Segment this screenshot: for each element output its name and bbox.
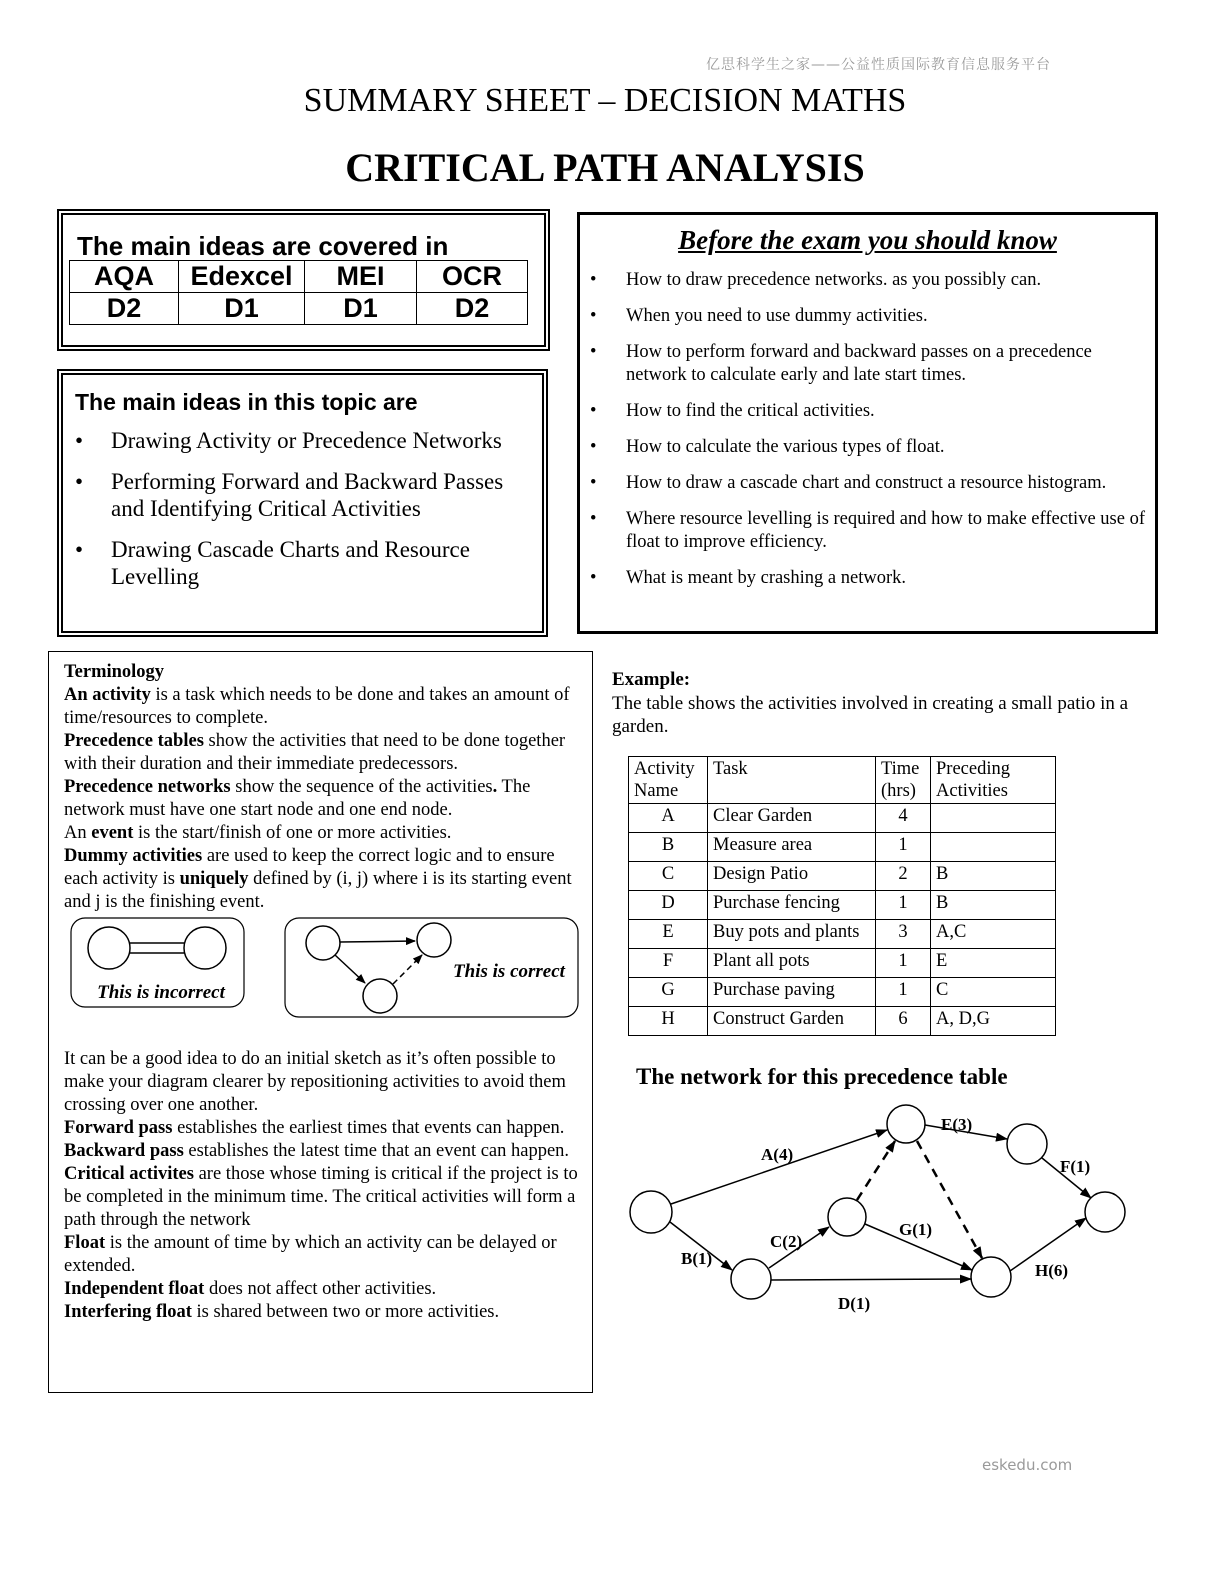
exam-knowledge-heading: Before the exam you should know <box>678 225 1057 255</box>
main-idea-item: • Drawing Cascade Charts and Resource Levelling <box>75 536 541 590</box>
definition-interfering-float: is shared between two or more activities. <box>191 1302 500 1322</box>
term-forward-pass: Forward pass <box>64 1118 173 1138</box>
cell-prec: C <box>931 978 1056 1007</box>
cell-name: D <box>629 891 708 920</box>
incorrect-label: This is incorrect <box>97 982 225 1003</box>
cell-prec: E <box>931 949 1056 978</box>
definition-precedence-networks: show the sequence of the activities <box>230 777 493 797</box>
term-event: event <box>91 823 134 843</box>
edge-label-a: A(4) <box>761 1145 794 1164</box>
cell-name: A <box>629 804 708 833</box>
term-precedence-tables: Precedence tables <box>64 731 204 751</box>
cell-time: 1 <box>876 978 931 1007</box>
cell-task: Plant all pots <box>708 949 876 978</box>
knowledge-item: • How to find the critical activities. <box>588 400 1146 423</box>
network-node <box>971 1257 1011 1297</box>
edge-d <box>771 1279 971 1280</box>
definition-float: is the amount of time by which an activity can be delayed or extended. <box>64 1233 557 1276</box>
network-title: The network for this precedence table <box>636 1064 1008 1089</box>
cell-name: H <box>629 1007 708 1036</box>
cell-time: 3 <box>876 920 931 949</box>
watermark-top: 亿思科学生之家——公益性质国际教育信息服务平台 <box>706 57 1051 73</box>
cell-task: Construct Garden <box>708 1007 876 1036</box>
board-modules-row <box>70 293 528 325</box>
edge-label-c: C(2) <box>770 1232 803 1251</box>
cell-time: 4 <box>876 804 931 833</box>
term-backward-pass: Backward pass <box>64 1141 184 1161</box>
cell-prec: A, D,G <box>931 1007 1056 1036</box>
table-row <box>629 804 1056 833</box>
knowledge-item: • Where resource levelling is required and how to make effective use of float to improve efficiency. <box>588 508 1146 554</box>
term-float: Float <box>64 1233 106 1253</box>
board-names-row <box>70 261 528 293</box>
cell-time: 1 <box>876 949 931 978</box>
board-module: D2 <box>417 293 528 325</box>
board-module: D2 <box>70 293 179 325</box>
table-row <box>629 920 1056 949</box>
edge-label-f: F(1) <box>1060 1157 1091 1176</box>
edge-label-e: E(3) <box>941 1115 973 1134</box>
correct-diagram <box>285 918 578 1017</box>
knowledge-item: • How to draw a cascade chart and construct a resource histogram. <box>588 472 1146 495</box>
term-dummy-activities: Dummy activities <box>64 846 203 866</box>
term-critical-activities: Critical activites <box>64 1164 194 1184</box>
definition-forward-pass: establishes the earliest times that events can happen. <box>172 1118 565 1138</box>
network-node <box>887 1105 925 1143</box>
cell-task: Buy pots and plants <box>708 920 876 949</box>
definition-precedence-tables: show the activities that need to be done together with their duration and their immediate predecessors. <box>64 731 566 774</box>
definition-precedence-networks-2: The network must have one start node and one end node. <box>64 777 531 820</box>
terminology-box <box>48 651 593 1393</box>
cell-name: B <box>629 833 708 862</box>
definition-dummy-2: defined by (i, j) where i is its starting event and j is the finishing event. <box>64 869 572 912</box>
precedence-table <box>628 756 1056 1036</box>
incorrect-diagram <box>71 918 244 1007</box>
definition-critical: are those whose timing is critical if the project is to be completed in the minimum time. The critical activities will form a path through the network <box>64 1164 578 1230</box>
cell-name: E <box>629 920 708 949</box>
table-row <box>629 833 1056 862</box>
dummy-activity-diagrams <box>49 910 594 1022</box>
event-prefix: An <box>64 823 92 843</box>
main-ideas-box <box>57 369 548 637</box>
board-module: D1 <box>179 293 305 325</box>
header-activity: Activity <box>634 759 695 779</box>
exam-knowledge-box <box>577 212 1158 634</box>
correct-label: This is correct <box>453 961 565 982</box>
table-row <box>629 978 1056 1007</box>
table-header-row <box>629 757 1056 804</box>
cell-time: 6 <box>876 1007 931 1036</box>
cell-task: Purchase paving <box>708 978 876 1007</box>
knowledge-item: • How to calculate the various types of float. <box>588 436 1146 459</box>
main-idea-item: • Drawing Activity or Precedence Networks <box>75 427 541 454</box>
watermark-bottom: eskedu.com <box>982 1456 1073 1474</box>
table-row <box>629 862 1056 891</box>
network-node <box>731 1259 771 1299</box>
page-subtitle: CRITICAL PATH ANALYSIS <box>345 145 865 190</box>
knowledge-item: • What is meant by crashing a network. <box>588 567 1146 590</box>
header-activities: Activities <box>936 781 1008 801</box>
main-idea-item: • Performing Forward and Backward Passes and Identifying Critical Activities <box>75 468 541 522</box>
header-preceding: Preceding <box>936 759 1010 779</box>
exam-boards-table <box>69 260 528 325</box>
cell-time: 1 <box>876 833 931 862</box>
exam-boards-box <box>57 209 550 351</box>
edge-label-b: B(1) <box>681 1249 713 1268</box>
header-task: Task <box>713 759 748 779</box>
header-name: Name <box>634 781 679 801</box>
definition-dot: . <box>492 777 498 797</box>
edge-a <box>671 1130 887 1204</box>
cell-prec: B <box>931 862 1056 891</box>
board-name: AQA <box>70 261 179 293</box>
knowledge-item: • How to draw precedence networks. as you possibly can. <box>588 269 1146 292</box>
node-circle <box>417 923 451 957</box>
activity-arrow <box>340 941 415 942</box>
node-circle <box>88 927 130 969</box>
terminology-heading: Terminology <box>64 662 165 682</box>
node-circle <box>184 927 226 969</box>
board-module: D1 <box>305 293 417 325</box>
edge-label-d: D(1) <box>838 1294 871 1313</box>
network-node <box>828 1198 866 1236</box>
definition-activity: is a task which needs to be done and takes an amount of time/resources to complete. <box>64 685 570 728</box>
example-label: Example: <box>612 669 691 690</box>
terminology-definitions-2 <box>64 1048 584 1324</box>
cell-task: Purchase fencing <box>708 891 876 920</box>
main-ideas-heading: The main ideas in this topic are <box>75 389 418 415</box>
header-time: Time <box>881 759 920 779</box>
cell-prec: B <box>931 891 1056 920</box>
knowledge-item: • When you need to use dummy activities. <box>588 305 1146 328</box>
term-precedence-networks: Precedence networks <box>64 777 231 797</box>
definition-dummy: are used to keep the correct logic and to ensure each activity is <box>64 846 555 889</box>
network-node <box>630 1191 672 1233</box>
exam-knowledge-list <box>588 269 1146 603</box>
cell-task: Design Patio <box>708 862 876 891</box>
cell-time: 1 <box>876 891 931 920</box>
cell-prec <box>931 804 1056 833</box>
board-name: MEI <box>305 261 417 293</box>
definition-backward-pass: establishes the latest time that an event can happen. <box>183 1141 570 1161</box>
header-hrs: (hrs) <box>881 781 916 801</box>
term-activity: An activity <box>64 685 151 705</box>
edge-label-h: H(6) <box>1035 1261 1069 1280</box>
example-text: The table shows the activities involved in creating a small patio in a garden. <box>612 693 1129 737</box>
dummy-arrow <box>393 955 422 984</box>
cell-prec <box>931 833 1056 862</box>
node-circle <box>363 979 397 1013</box>
table-row <box>629 891 1056 920</box>
cell-task: Measure area <box>708 833 876 862</box>
network-node <box>1007 1124 1047 1164</box>
cell-prec: A,C <box>931 920 1056 949</box>
table-row <box>629 1007 1056 1036</box>
table-row <box>629 949 1056 978</box>
page-title: SUMMARY SHEET – DECISION MATHS <box>303 82 907 119</box>
definition-independent-float: does not affect other activities. <box>204 1279 437 1299</box>
term-uniquely: uniquely <box>179 869 249 889</box>
activity-arrow <box>335 955 365 983</box>
dummy-edge <box>857 1141 895 1200</box>
definition-event: is the start/finish of one or more activities. <box>133 823 452 843</box>
board-name: Edexcel <box>179 261 305 293</box>
cell-name: F <box>629 949 708 978</box>
cell-name: C <box>629 862 708 891</box>
node-circle <box>306 926 340 960</box>
edge-label-g: G(1) <box>899 1220 933 1239</box>
main-ideas-list <box>75 427 541 604</box>
dummy-edge <box>917 1141 982 1258</box>
cell-time: 2 <box>876 862 931 891</box>
terminology-definitions <box>64 661 584 914</box>
term-independent-float: Independent float <box>64 1279 205 1299</box>
board-name: OCR <box>417 261 528 293</box>
sketch-advice: It can be a good idea to do an initial sketch as it’s often possible to make your diagram clearer by repositioning activities to avoid them crossing over one another. <box>64 1049 566 1115</box>
knowledge-item: • How to perform forward and backward passes on a precedence network to calculate early and late start times. <box>588 341 1146 387</box>
exam-boards-heading: The main ideas are covered in <box>77 231 449 261</box>
term-interfering-float: Interfering float <box>64 1302 192 1322</box>
cell-task: Clear Garden <box>708 804 876 833</box>
cell-name: G <box>629 978 708 1007</box>
precedence-network <box>620 1095 1140 1315</box>
